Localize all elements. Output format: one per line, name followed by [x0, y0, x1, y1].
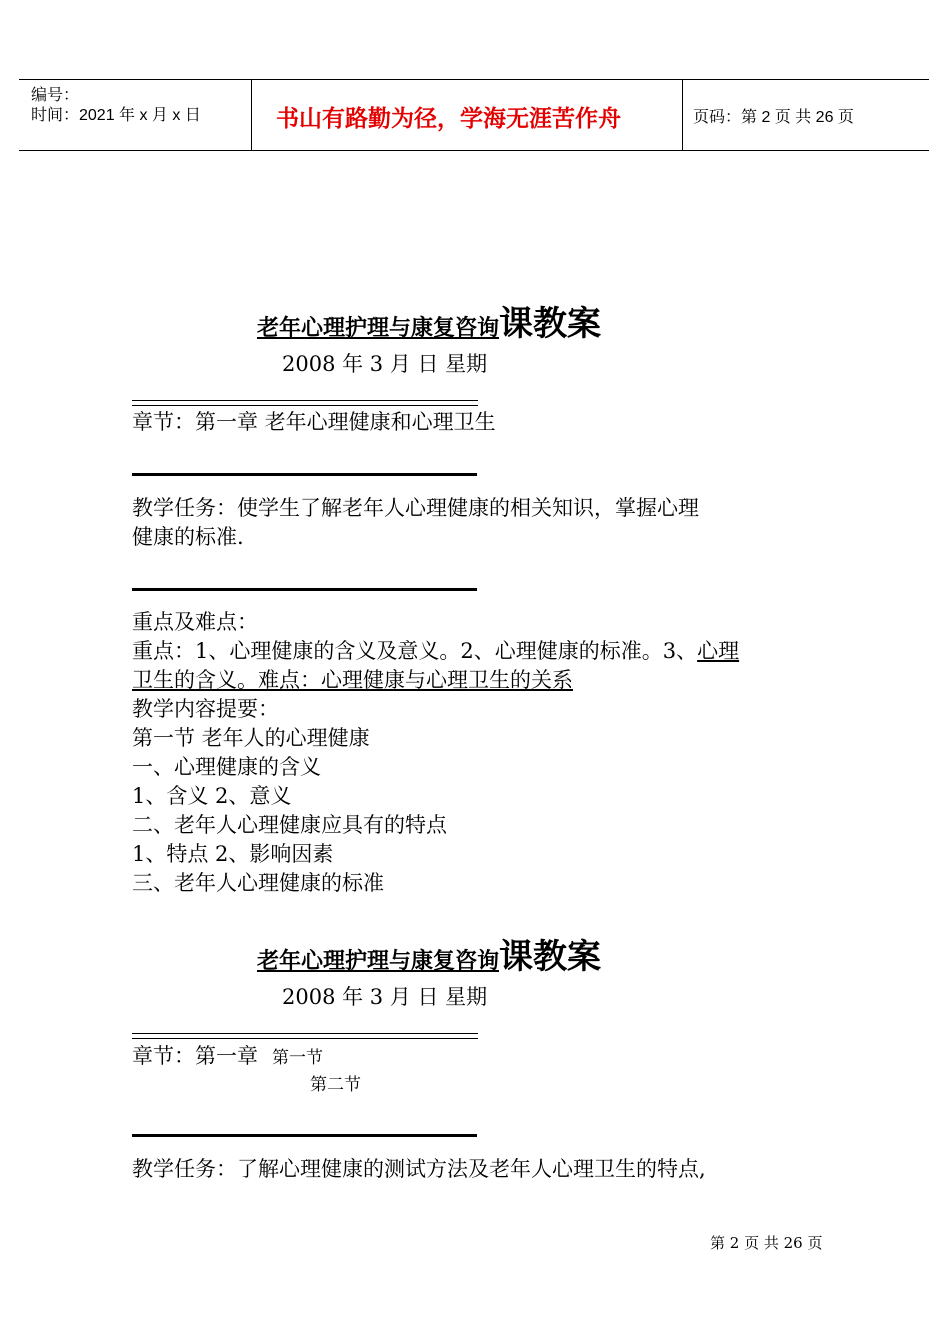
plan2-chapter: [132, 1040, 323, 1070]
key-line1-underlined: 心理: [697, 639, 740, 663]
content-item: 1、特点 2、影响因素: [132, 842, 334, 866]
plan1-title: [257, 296, 601, 345]
plan2-title-suffix: 课教案: [499, 937, 602, 977]
key-line1-text: 重点：1、心理健康的含义及意义。2、心理健康的标准。3、: [132, 639, 698, 663]
header-meta-cell: [19, 80, 252, 150]
double-rule: [132, 1033, 478, 1039]
plan2-date: 2008 年 3 月 日 星期: [282, 985, 488, 1009]
content-item: 一、心理健康的含义: [132, 755, 321, 779]
content-item: 第一节 老年人的心理健康: [132, 726, 370, 750]
plan1-date: 2008 年 3 月 日 星期: [282, 352, 488, 376]
plan1-task-line1: 教学任务：使学生了解老年人心理健康的相关知识，掌握心理: [132, 496, 699, 520]
plan1-key-heading: 重点及难点：: [132, 610, 258, 634]
footer-page-number: 第 2 页 共 26 页: [710, 1234, 823, 1252]
thick-rule: [132, 588, 477, 591]
content-item: 二、老年人心理健康应具有的特点: [132, 813, 447, 837]
plan1-task-line2: 健康的标准.: [132, 525, 244, 549]
plan2-chapter-prefix: 章节：第一章: [132, 1044, 258, 1068]
plan2-task-line1: 教学任务：了解心理健康的测试方法及老年人心理卫生的特点,: [132, 1157, 706, 1181]
plan1-key-line1: [132, 635, 739, 665]
page-label: 页码：第 2 页 共 26 页: [693, 109, 854, 126]
motto-cell: [252, 80, 683, 150]
page-cell: [683, 80, 929, 150]
plan1-title-course: 老年心理护理与康复咨询: [257, 316, 500, 341]
plan2-chapter-sub2: 第二节: [310, 1075, 361, 1095]
motto: 书山有路勤为径，学海无涯苦作舟: [276, 106, 621, 132]
number-label: 编号：: [31, 87, 80, 104]
time-label: 时间：2021 年 x 月 x 日: [31, 107, 201, 124]
header-table: [19, 79, 929, 151]
thick-rule: [132, 473, 477, 476]
plan2-chapter-sub1: 第一节: [272, 1048, 323, 1068]
plan1-content-heading: 教学内容提要：: [132, 697, 279, 721]
plan2-title-course: 老年心理护理与康复咨询: [257, 949, 500, 974]
plan1-chapter: 章节：第一章 老年心理健康和心理卫生: [132, 410, 496, 434]
plan2-title: [257, 929, 601, 978]
plan1-title-suffix: 课教案: [499, 304, 602, 344]
plan1-key-line2: 卫生的含义。难点：心理健康与心理卫生的关系: [132, 668, 573, 692]
content-item: 1、含义 2、意义: [132, 784, 292, 808]
thick-rule: [132, 1134, 477, 1137]
content-item: 三、老年人心理健康的标准: [132, 871, 384, 895]
